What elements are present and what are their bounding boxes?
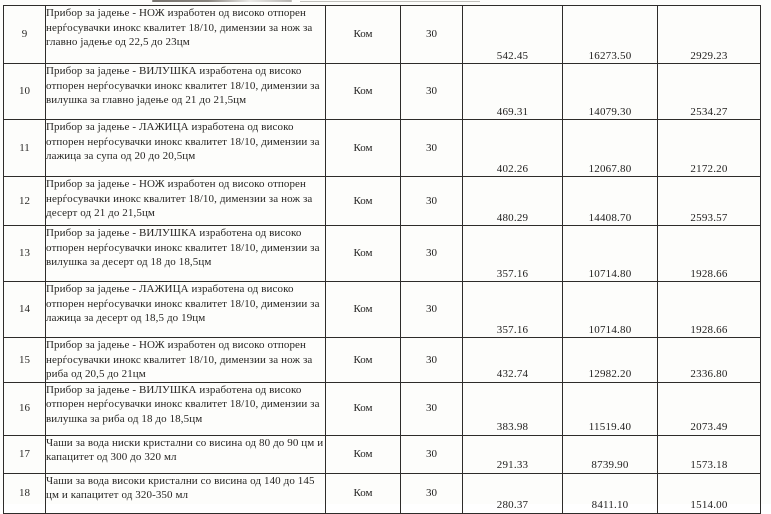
item-description-cell: Чаши за вода ниски кристални со висина од 80 до 90 цм и капацитет од 300 до 320 мл bbox=[46, 435, 326, 473]
item-description-cell: Чаши за вода високи кристални со висина од 140 до 145 цм и капацитет од 320-350 мл bbox=[46, 473, 326, 513]
items-table-body bbox=[4, 6, 761, 514]
scan-artifact-line bbox=[152, 0, 292, 2]
item-number-cell: 14 bbox=[4, 282, 46, 338]
amount-cell: 1514.00 bbox=[658, 473, 761, 513]
total-price-cell: 11519.40 bbox=[563, 382, 658, 435]
total-price-cell: 12067.80 bbox=[563, 120, 658, 177]
item-description-cell: Прибор за јадење - ЛАЖИЦА изработена од високо отпорен нерѓосувачки инокс квалитет 18/10, димензии за лажица за десерт од 18,5 до 19цм bbox=[46, 282, 326, 338]
unit-price-cell: 280.37 bbox=[463, 473, 563, 513]
total-price-cell: 8739.90 bbox=[563, 435, 658, 473]
amount-cell: 2534.27 bbox=[658, 64, 761, 120]
amount-cell: 2172.20 bbox=[658, 120, 761, 177]
item-description-cell: Прибор за јадење - ВИЛУШКА изработена од високо отпорен нерѓосувачки инокс квалитет 18/10, димензии за вилушка за главно јадење од 21 до 21,5цм bbox=[46, 64, 326, 120]
item-number-cell: 11 bbox=[4, 120, 46, 177]
quantity-cell: 30 bbox=[401, 6, 463, 64]
table-row bbox=[4, 282, 761, 338]
item-number-cell: 10 bbox=[4, 64, 46, 120]
quantity-cell: 30 bbox=[401, 177, 463, 226]
quantity-cell: 30 bbox=[401, 382, 463, 435]
unit-cell: Ком bbox=[326, 120, 401, 177]
unit-cell: Ком bbox=[326, 473, 401, 513]
quantity-cell: 30 bbox=[401, 120, 463, 177]
quantity-cell: 30 bbox=[401, 338, 463, 383]
item-description-cell: Прибор за јадење - ЛАЖИЦА изработена од високо отпорен нерѓосувачки инокс квалитет 18/10, димензии за лажица за супа од 20 до 20,5цм bbox=[46, 120, 326, 177]
item-number-cell: 13 bbox=[4, 226, 46, 282]
table-row bbox=[4, 382, 761, 435]
item-number-cell: 17 bbox=[4, 435, 46, 473]
unit-cell: Ком bbox=[326, 226, 401, 282]
unit-price-cell: 432.74 bbox=[463, 338, 563, 383]
items-table bbox=[3, 5, 761, 514]
table-row bbox=[4, 435, 761, 473]
item-description-cell: Прибор за јадење - НОЖ изработен од високо отпорен нерѓосувачки инокс квалитет 18/10, димензии за нож за риба од 20,5 до 21цм bbox=[46, 338, 326, 383]
item-number-cell: 9 bbox=[4, 6, 46, 64]
table-row bbox=[4, 64, 761, 120]
total-price-cell: 10714.80 bbox=[563, 282, 658, 338]
quantity-cell: 30 bbox=[401, 226, 463, 282]
amount-cell: 2073.49 bbox=[658, 382, 761, 435]
unit-price-cell: 469.31 bbox=[463, 64, 563, 120]
item-description-cell: Прибор за јадење - ВИЛУШКА изработена од високо отпорен нерѓосувачки инокс квалитет 18/10, димензии за вилушка за риба од 18 до 18,5цм bbox=[46, 382, 326, 435]
unit-cell: Ком bbox=[326, 282, 401, 338]
unit-price-cell: 383.98 bbox=[463, 382, 563, 435]
total-price-cell: 16273.50 bbox=[563, 6, 658, 64]
quantity-cell: 30 bbox=[401, 282, 463, 338]
unit-cell: Ком bbox=[326, 6, 401, 64]
amount-cell: 2336.80 bbox=[658, 338, 761, 383]
unit-price-cell: 542.45 bbox=[463, 6, 563, 64]
unit-price-cell: 357.16 bbox=[463, 282, 563, 338]
amount-cell: 1928.66 bbox=[658, 282, 761, 338]
total-price-cell: 14408.70 bbox=[563, 177, 658, 226]
table-row bbox=[4, 120, 761, 177]
item-number-cell: 12 bbox=[4, 177, 46, 226]
item-number-cell: 16 bbox=[4, 382, 46, 435]
item-number-cell: 15 bbox=[4, 338, 46, 383]
total-price-cell: 8411.10 bbox=[563, 473, 658, 513]
unit-price-cell: 402.26 bbox=[463, 120, 563, 177]
unit-cell: Ком bbox=[326, 382, 401, 435]
table-row bbox=[4, 226, 761, 282]
unit-cell: Ком bbox=[326, 338, 401, 383]
total-price-cell: 10714.80 bbox=[563, 226, 658, 282]
unit-cell: Ком bbox=[326, 177, 401, 226]
table-row bbox=[4, 473, 761, 513]
unit-cell: Ком bbox=[326, 435, 401, 473]
item-description-cell: Прибор за јадење - НОЖ изработен од високо отпорен нерѓосувачки инокс квалитет 18/10, димензии за нож за главно јадење од 22,5 до 23цм bbox=[46, 6, 326, 64]
scan-artifact-dots bbox=[300, 1, 480, 2]
unit-price-cell: 291.33 bbox=[463, 435, 563, 473]
table-row bbox=[4, 6, 761, 64]
unit-price-cell: 357.16 bbox=[463, 226, 563, 282]
total-price-cell: 12982.20 bbox=[563, 338, 658, 383]
amount-cell: 1573.18 bbox=[658, 435, 761, 473]
quantity-cell: 30 bbox=[401, 473, 463, 513]
unit-cell: Ком bbox=[326, 64, 401, 120]
item-description-cell: Прибор за јадење - ВИЛУШКА изработена од високо отпорен нерѓосувачки инокс квалитет 18/10, димензии за вилушка за десерт од 18 до 18,5цм bbox=[46, 226, 326, 282]
amount-cell: 2593.57 bbox=[658, 177, 761, 226]
item-description-cell: Прибор за јадење - НОЖ изработен од високо отпорен нерѓосувачки инокс квалитет 18/10, димензии за нож за десерт од 21 до 21,5цм bbox=[46, 177, 326, 226]
unit-price-cell: 480.29 bbox=[463, 177, 563, 226]
quantity-cell: 30 bbox=[401, 435, 463, 473]
total-price-cell: 14079.30 bbox=[563, 64, 658, 120]
table-row bbox=[4, 177, 761, 226]
amount-cell: 1928.66 bbox=[658, 226, 761, 282]
quantity-cell: 30 bbox=[401, 64, 463, 120]
item-number-cell: 18 bbox=[4, 473, 46, 513]
amount-cell: 2929.23 bbox=[658, 6, 761, 64]
table-row bbox=[4, 338, 761, 383]
